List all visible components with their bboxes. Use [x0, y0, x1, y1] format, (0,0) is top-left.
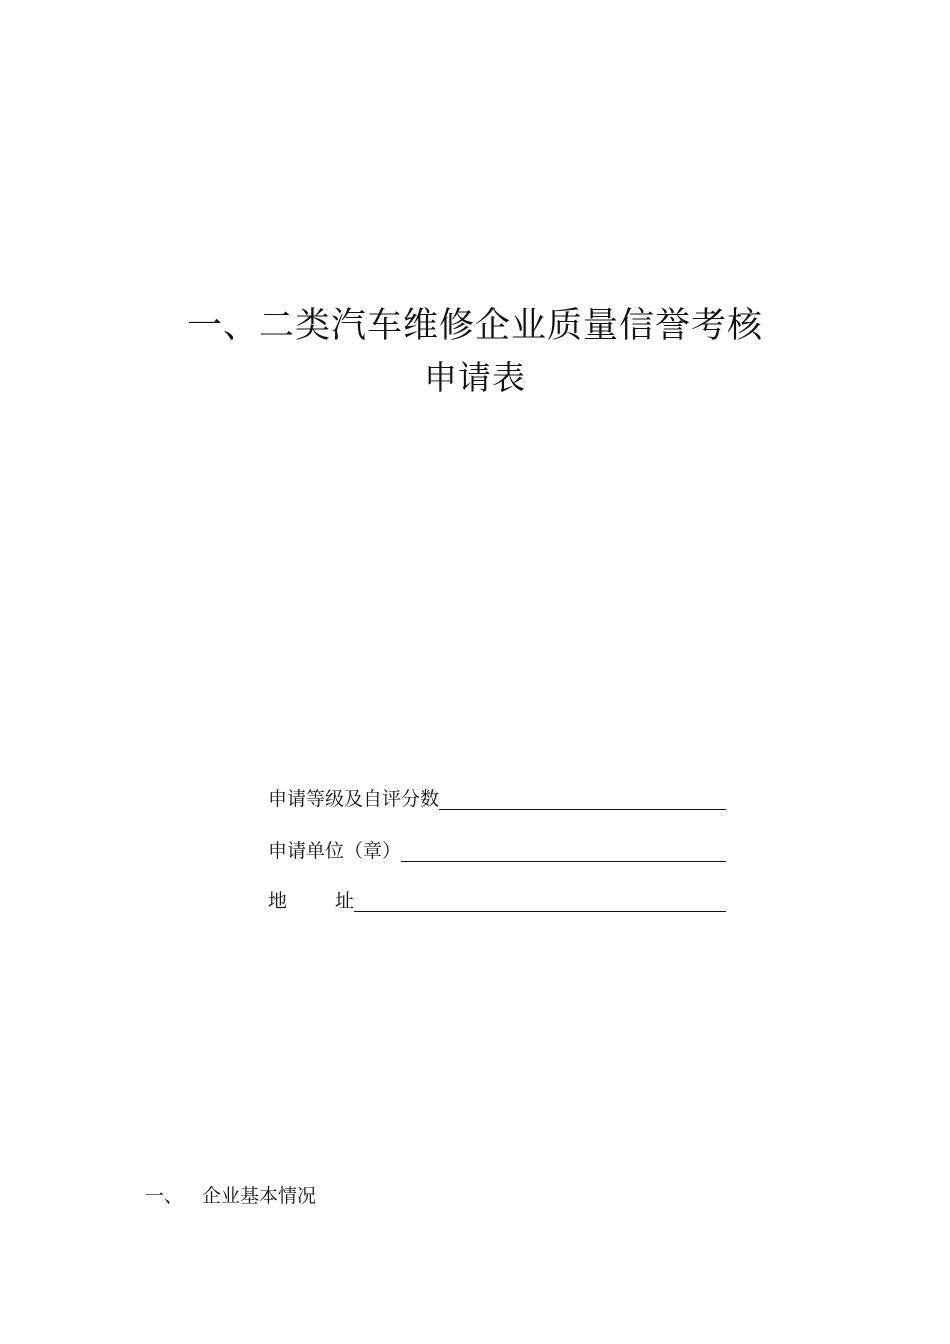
section-heading [145, 1182, 316, 1210]
address-label [268, 888, 354, 914]
address-label-char-1: 地 [268, 890, 288, 912]
address-label-char-2: 址 [335, 890, 355, 912]
address-blank-line[interactable] [354, 887, 726, 912]
applicant-unit-blank-line[interactable] [401, 837, 726, 862]
grade-score-field [268, 782, 726, 812]
document-title-line-1: 一、二类汽车维修企业质量信誉考核 [186, 306, 763, 346]
document-title-line-2: 申请表 [424, 358, 526, 397]
section-title: 企业基本情况 [202, 1185, 317, 1207]
grade-score-label: 申请等级及自评分数 [268, 788, 440, 810]
applicant-unit-field [268, 834, 726, 864]
address-field [268, 884, 726, 914]
grade-score-blank-line[interactable] [439, 785, 726, 810]
section-number: 一、 [145, 1185, 184, 1207]
applicant-unit-label: 申请单位（章） [268, 840, 402, 862]
